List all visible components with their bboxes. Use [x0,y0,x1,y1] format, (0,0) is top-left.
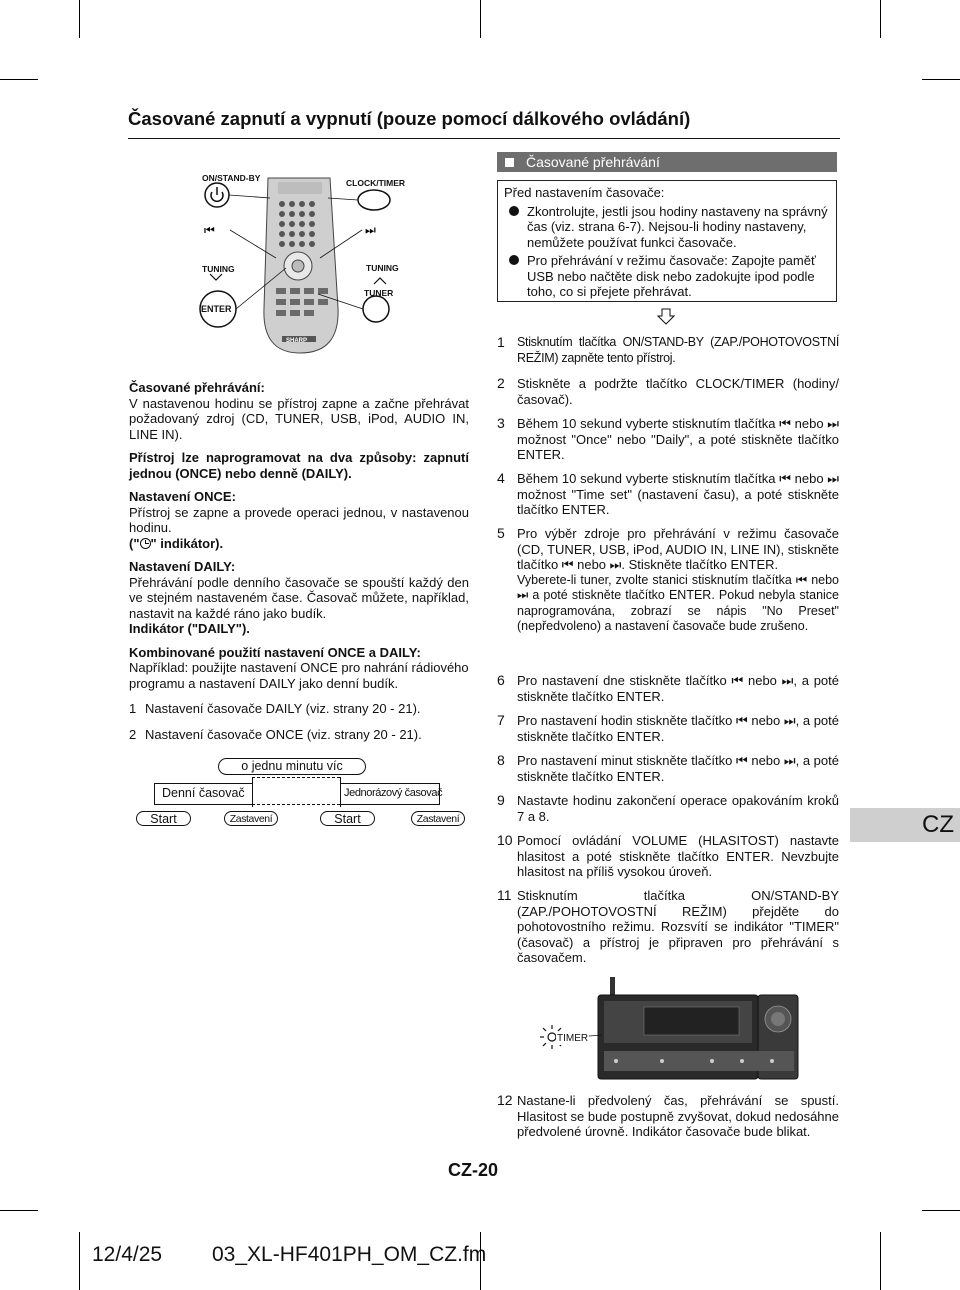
list-item [129,701,469,717]
crop-mark [880,1232,881,1290]
step-number: 4 [497,470,505,486]
step-text: Stisknutím tlačítka ON/STAND-BY (ZAP./POHOTOVOSTNÍ REŽIM) přejděte do pohotovostního režimu. Rozsvítí se indikátor "TIMER" (časovač) a přístroj je připraven pro přehrávání s časovačem. [517,888,839,965]
text-once: Přístroj se zapne a provede operaci jednou, v nastavenou hodinu. [129,504,469,535]
remote-brand: SHARP [286,338,308,344]
stop-pill: Zastavení [224,811,278,826]
remote-illustration [190,168,420,378]
step-item [497,335,839,366]
step-text: Stisknutím tlačítka ON/STAND-BY (ZAP./POHOTOVOSTNÍ REŽIM) zapněte tento přístroj. [517,335,839,365]
step-number: 9 [497,792,505,808]
step-number: 12 [497,1092,513,1108]
heading-two-ways: Přístroj lze naprogramovat na dva způsoby: zapnutí jednou (ONCE) nebo denně (DAILY). [129,450,469,481]
heading-daily: Nastavení DAILY: [129,559,236,574]
section-title: Časované přehrávání [526,154,660,170]
list-text: Nastavení časovače ONCE (viz. strany 20 - 21). [145,726,422,742]
svg-text:⏮: ⏮ [204,223,215,237]
once-indicator-pre: (" [129,535,140,551]
section-header [497,152,837,172]
step-text: Pomocí ovládání VOLUME (HLASITOST) nastavte hlasitost a poté stiskněte tlačítko ENTER. Nevzbujte hlasitost na příliš vysokou úroveň. [517,833,839,879]
bullet-item [504,253,830,300]
step-item [497,1093,839,1140]
page-number: CZ-20 [448,1160,499,1180]
step-text: Nastavte hodinu zakončení operace opakováním kroků 7 a 8. [517,793,839,824]
crop-mark [922,1210,960,1211]
step-text: Pro nastavení minut stiskněte tlačítko ⏮ nebo ⏭, a poté stiskněte tlačítko ENTER. [517,753,839,784]
crop-mark [0,1210,38,1211]
daily-timer-label: Denní časovač [162,786,245,800]
pre-setting-title: Před nastavením časovače: [504,185,665,200]
left-column [129,380,469,742]
list-number: 1 [129,701,137,716]
step-number: 1 [497,334,505,350]
step-text: Pro nastavení dne stiskněte tlačítko ⏮ nebo ⏭, a poté stiskněte tlačítko ENTER. [517,673,839,704]
clock-icon [140,538,151,549]
step-item [497,833,839,880]
step-item [497,376,839,407]
start-pill: Start [136,811,191,826]
bullet-icon [509,255,519,265]
pre-setting-box [497,180,837,302]
crop-mark [480,0,481,38]
bullet-text: Zkontrolujte, jestli jsou hodiny nastaveny na správný čas (viz. strana 6-7). Nejsou-li hodiny nastaveny, nemůžete používat funkci časovače. [527,203,828,250]
crop-mark [922,79,960,80]
step-text: Stiskněte a podržte tlačítko CLOCK/TIMER (hodiny/časovač). [517,376,839,407]
stop-pill: Zastavení [411,811,465,826]
text-combined: Například: použijte nastavení ONCE pro nahrání rádiového programu a nastavení DAILY jako denní budík. [129,660,469,691]
device-timer-label: TIMER [557,1033,589,1044]
footer-file: 03_XL-HF401PH_OM_CZ.fm [212,1243,487,1266]
clock-timer-label: CLOCK/TIMER [346,178,406,188]
step-item [497,793,839,824]
device-illustration [512,975,802,1085]
one-minute-pill: o jednu minutu víc [218,758,366,775]
enter-label: ENTER [201,304,232,314]
line-left [252,777,253,807]
list-number: 2 [129,726,137,742]
bullet-text: Pro přehrávání v režimu časovače: Zapojte paměť USB nebo načtěte disk nebo zadokujte ipod podle toho, co si přejete přehrávat. [527,253,816,299]
step-number: 11 [497,887,512,903]
heading-timer-playback: Časované přehrávání: [129,380,265,395]
text-timer-playback: V nastavenou hodinu se přístroj zapne a začne přehrávat požadovaný zdroj (CD, TUNER, USB, iPod, AUDIO IN, LINE IN). [129,395,469,442]
step-item [497,416,839,463]
on-standby-label: ON/STAND-BY [202,173,261,183]
step-number: 5 [497,525,505,541]
once-timer-label: Jednorázový časovač [344,787,443,799]
line-right [340,777,341,807]
step-item [497,713,839,744]
heading-once: Nastavení ONCE: [129,489,236,504]
start-pill: Start [320,811,375,826]
step-item [497,753,839,784]
step-subtext: Vyberete-li tuner, zvolte stanici stisknutím tlačítka ⏮ nebo ⏭ a poté stiskněte tlačítko ENTER. Pokud nebyla stanice naprogramována, zobrazí se nápis "No Preset"(nepředvoleno) a nastavení časovače bude zrušeno. [517,572,839,633]
timer-diagram [130,755,470,830]
square-icon [505,158,514,167]
step-item [497,888,839,966]
tuner-label: TUNER [364,288,394,298]
crop-mark [880,0,881,38]
step-number: 7 [497,712,505,728]
step-item [497,673,839,704]
bullet-item [504,204,830,251]
tuning-left-label: TUNING [202,264,235,274]
step-text: Pro výběr zdroje pro přehrávání v režimu časovače (CD, TUNER, USB, iPod, AUDIO IN, LINE IN), stiskněte tlačítko ⏮ nebo ⏭. Stiskněte tlačítko ENTER. [517,526,839,572]
crop-mark [79,1232,80,1290]
step-text: Během 10 sekund vyberte stisknutím tlačítka ⏮ nebo ⏭ možnost "Once" nebo "Daily", a poté stiskněte tlačítko ENTER. [517,416,839,462]
daily-indicator: Indikátor ("DAILY"). [129,621,250,636]
list-text: Nastavení časovače DAILY (viz. strany 20 - 21). [145,701,421,716]
footer-date: 12/4/25 [92,1243,163,1266]
step-item [497,471,839,518]
arrow-down-icon [657,308,675,326]
text-daily: Přehrávání podle denního časovače se spouští každý den ve stejném nastaveném čase. Časovač můžete, například, nastavit na každé ráno jako budík. [129,574,469,621]
crop-mark [79,0,80,38]
step-text: Nastane-li předvolený čas, přehrávání se spustí. Hlasitost se bude postupně zvyšovat, dokud nedosáhne předvolené úrovně. Indikátor časovače bude blikat. [517,1093,839,1139]
crop-mark [0,79,38,80]
once-indicator-post: " indikátor). [150,535,224,551]
list-item [129,727,469,743]
overlap-dashed-box [252,777,340,805]
step-number: 10 [497,832,513,848]
language-tab-label: CZ [922,811,954,838]
stereo-unit-icon [512,975,802,1085]
heading-combined: Kombinované použití nastavení ONCE a DAILY: [129,644,421,660]
step-number: 8 [497,752,505,768]
step-number: 6 [497,672,505,688]
tuning-right-label: TUNING [366,263,399,273]
step-text: Pro nastavení hodin stiskněte tlačítko ⏮ nebo ⏭, a poté stiskněte tlačítko ENTER. [517,713,839,744]
once-indicator [129,536,469,552]
step-item [497,526,839,635]
step-number: 3 [497,415,505,431]
bullet-icon [509,206,519,216]
page-title: Časované zapnutí a vypnutí (pouze pomocí dálkového ovládání) [128,108,840,139]
svg-text:⏭: ⏭ [365,223,376,237]
step-text: Během 10 sekund vyberte stisknutím tlačítka ⏮ nebo ⏭ možnost "Time set" (nastavení času), a poté stiskněte tlačítko ENTER. [517,471,839,517]
step-number: 2 [497,375,505,391]
